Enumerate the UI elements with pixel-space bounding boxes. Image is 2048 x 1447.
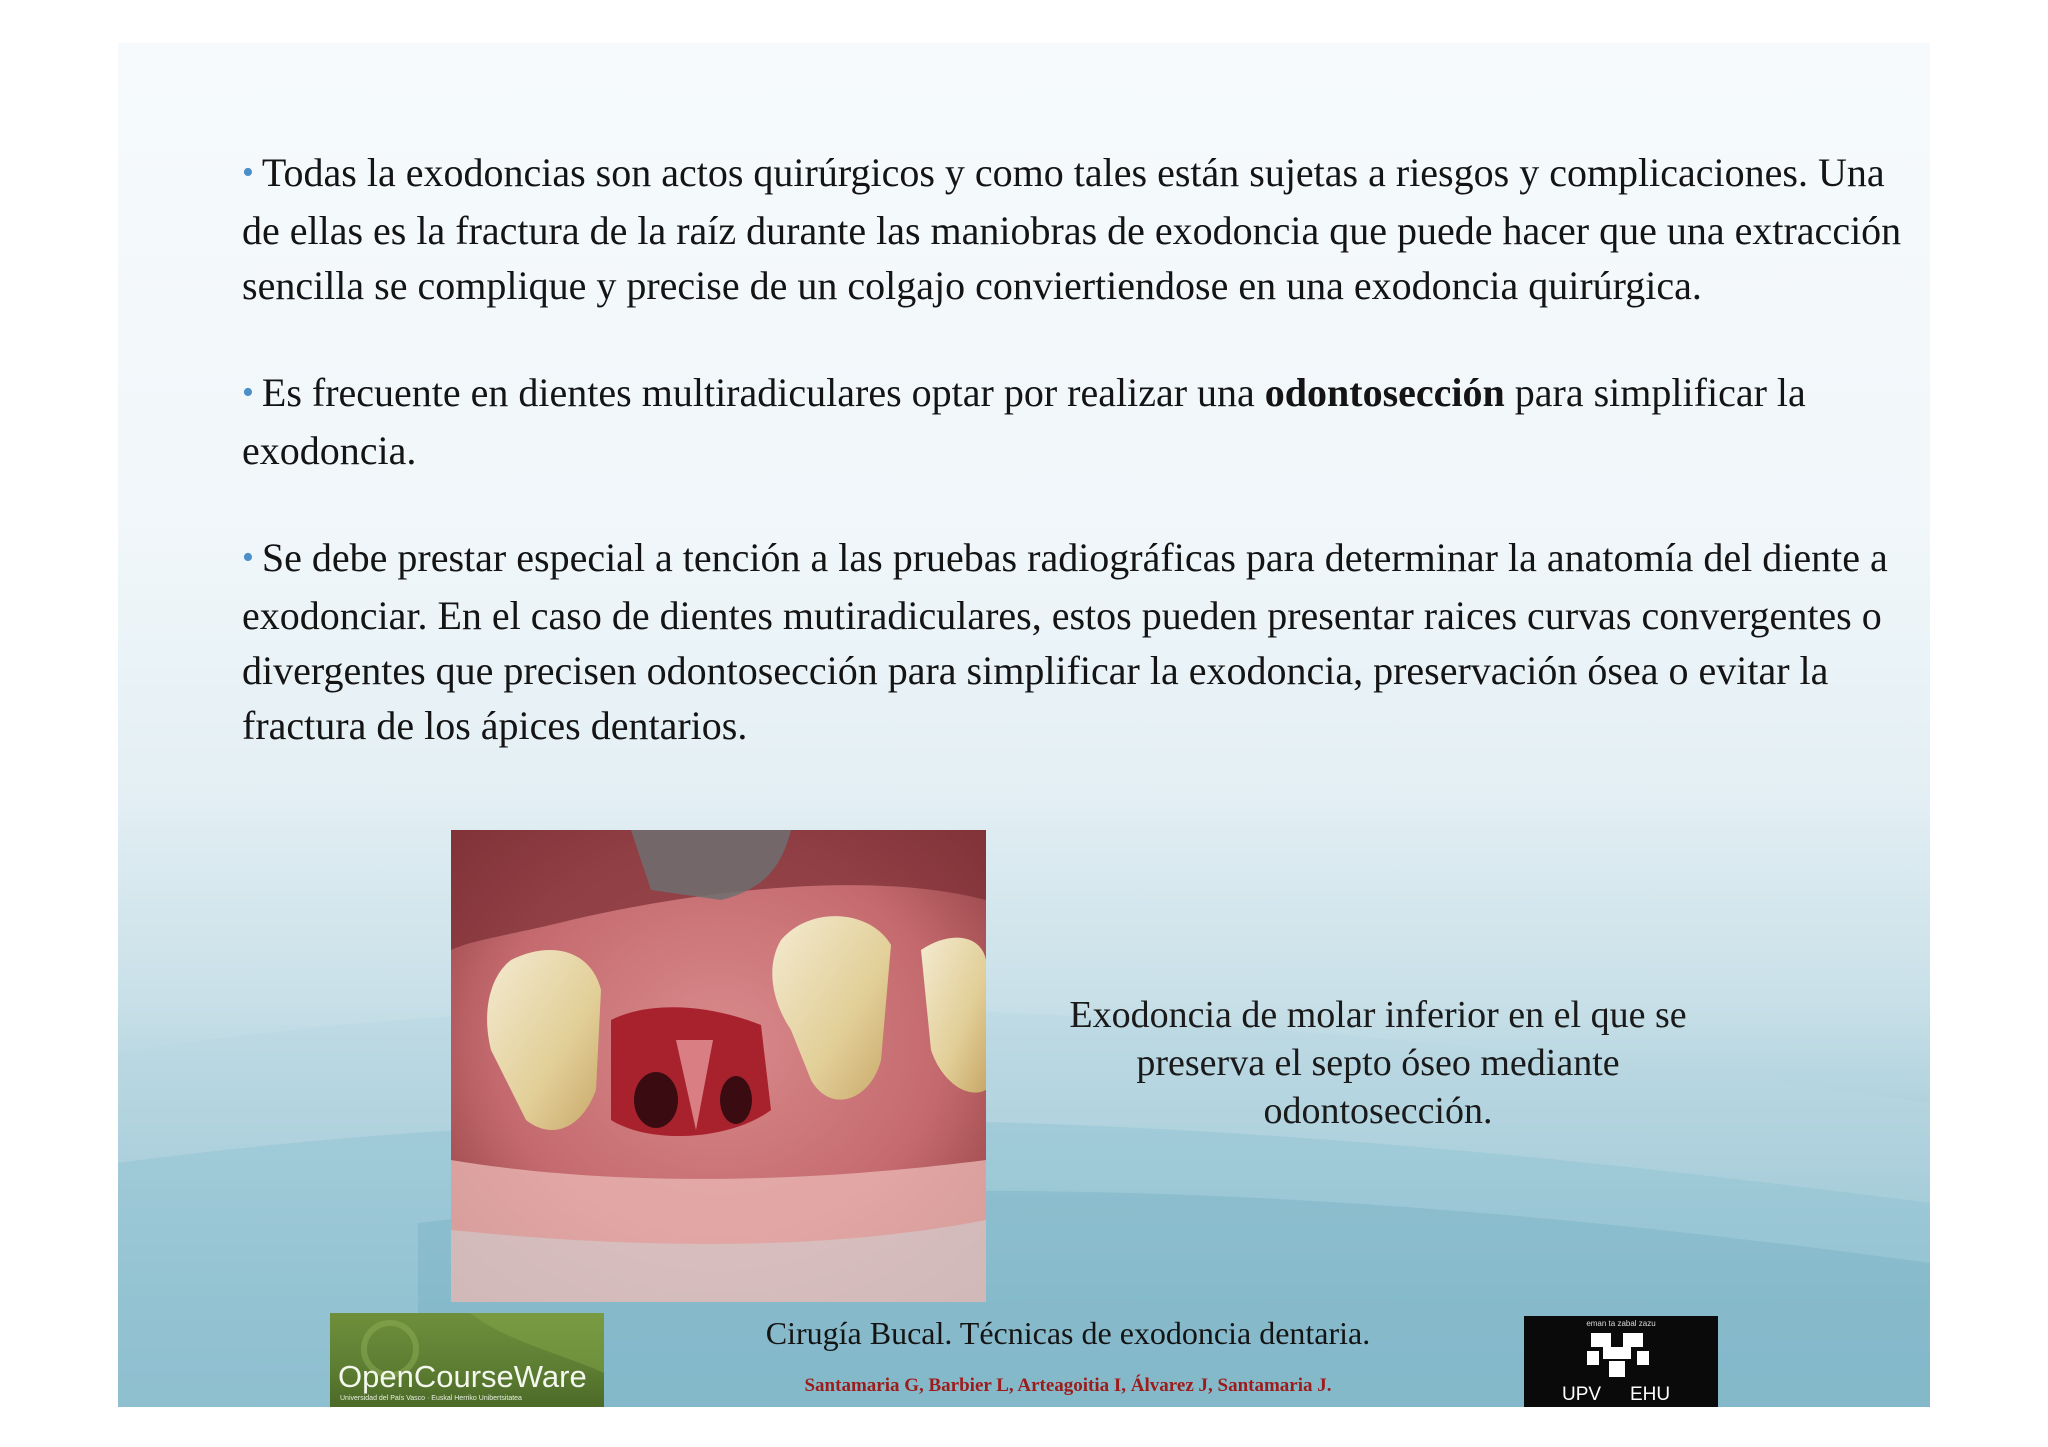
body-text xyxy=(242,145,1922,805)
upv-logo-motto: eman ta zabal zazu xyxy=(1586,1319,1656,1328)
photo-caption xyxy=(1018,991,1738,1135)
paragraph-2-text-start: Es frecuente en dientes multiradiculares optar por realizar una xyxy=(261,370,1265,415)
ocw-logo-text: OpenCourseWare xyxy=(338,1359,587,1394)
dental-photo xyxy=(451,830,986,1302)
caption-line-3: odontosección. xyxy=(1263,1090,1493,1132)
bullet-icon: • xyxy=(242,154,254,191)
paragraph-3 xyxy=(242,530,1922,753)
upv-logo-left-text: UPV xyxy=(1562,1384,1602,1405)
footer-authors: Santamaria G, Barbier L, Arteagoitia I, Álvarez J, Santamaria J. xyxy=(804,1375,1332,1396)
paragraph-2-text-end: para simplificar la exodoncia. xyxy=(242,370,1806,473)
slide xyxy=(118,43,1930,1407)
bullet-icon: • xyxy=(242,374,254,411)
bullet-icon: • xyxy=(242,539,254,576)
upv-emblem-icon xyxy=(1581,1329,1661,1383)
opencourseware-logo xyxy=(330,1313,604,1407)
paragraph-3-text: Se debe prestar especial a tención a las pruebas radiográficas para determinar la anatomía del diente a exodonciar. En el caso de dientes mutiradiculares, estos pueden presentar raices curvas convergentes o divergentes que precisen odontosección para simplificar la exodoncia, preservación ósea o evitar la fractura de los ápices dentarios. xyxy=(242,535,1888,748)
ocw-logo-subtext: Universidad del País Vasco · Euskal Herriko Unibertsitatea xyxy=(340,1395,522,1402)
footer-title: Cirugía Bucal. Técnicas de exodoncia dentaria. xyxy=(765,1315,1371,1351)
paragraph-1 xyxy=(242,145,1922,313)
caption-line-1: Exodoncia de molar inferior en el que se xyxy=(1069,994,1687,1036)
upv-ehu-logo xyxy=(1524,1316,1718,1407)
caption-line-2: preserva el septo óseo mediante xyxy=(1136,1042,1620,1084)
paragraph-2-bold-term: odontosección xyxy=(1264,370,1505,415)
upv-logo-right-text: EHU xyxy=(1630,1384,1671,1405)
paragraph-2 xyxy=(242,365,1922,478)
paragraph-1-text: Todas la exodoncias son actos quirúrgicos y como tales están sujetas a riesgos y complicaciones. Una de ellas es la fractura de la raíz durante las maniobras de exodoncia que puede hacer que una extracción sencilla se complique y precise de un colgajo conviertiendose en una exodoncia quirúrgica. xyxy=(242,150,1902,308)
